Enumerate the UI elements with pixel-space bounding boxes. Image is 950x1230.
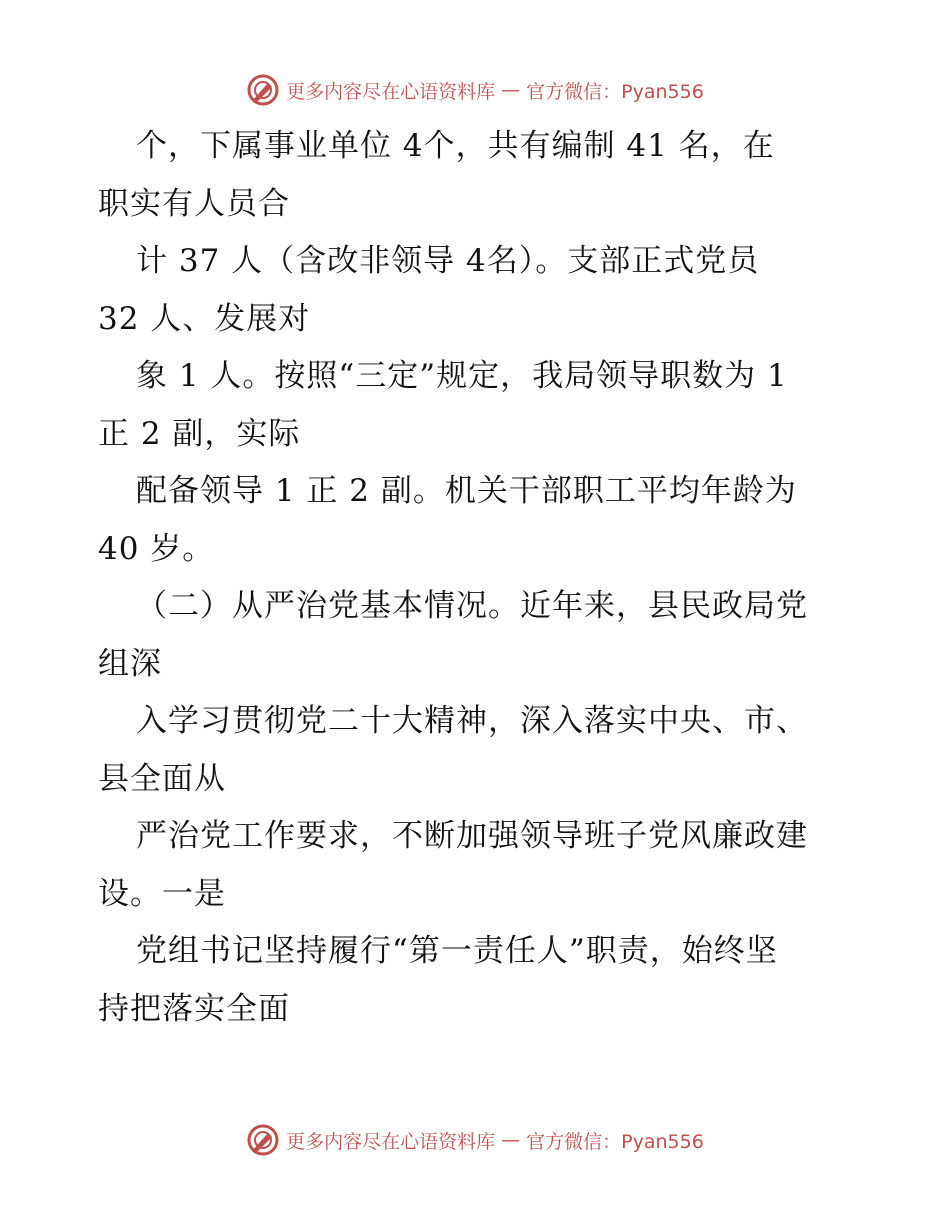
paragraph-line: 设。一是	[98, 875, 226, 912]
paragraph	[98, 233, 858, 348]
paragraph-line: 持把落实全面	[98, 990, 290, 1027]
banner-text: 更多内容尽在心语资料库	[286, 1130, 496, 1153]
paragraph	[98, 348, 858, 463]
banner-wechat: 官方微信：Pyan556	[526, 80, 704, 103]
paragraph-line: 正 2 副，实际	[98, 415, 301, 452]
paragraph	[98, 118, 858, 233]
pen-circle-logo-icon	[246, 73, 280, 107]
paragraph-line: 计 37 人（含改非领导 4名）。支部正式党员	[136, 243, 760, 279]
paragraph-line: 配备领导 1 正 2 副。机关干部职工平均年龄为	[136, 473, 797, 509]
paragraph	[98, 923, 858, 1038]
banner-separator: —	[501, 79, 521, 101]
header-watermark-banner	[0, 70, 950, 110]
paragraph-line: 县全面从	[98, 760, 226, 797]
pen-circle-logo-icon	[246, 1123, 280, 1157]
footer-watermark-banner	[0, 1120, 950, 1160]
paragraph-line: 个，下属事业单位 4个，共有编制 41 名，在	[136, 128, 775, 164]
paragraph-line: 40 岁。	[98, 530, 215, 567]
paragraph	[98, 693, 858, 808]
banner-text: 更多内容尽在心语资料库	[286, 80, 496, 103]
document-body	[98, 118, 858, 1038]
paragraph-line: 入学习贯彻党二十大精神，深入落实中央、市、	[136, 703, 808, 739]
paragraph-line: 组深	[98, 645, 162, 682]
paragraph-line: 象 1 人。按照“三定”规定，我局领导职数为 1	[136, 358, 788, 394]
paragraph-line: 党组书记坚持履行“第一责任人”职责，始终坚	[136, 933, 778, 969]
paragraph	[98, 808, 858, 923]
paragraph	[98, 463, 858, 578]
paragraph-line: 职实有人员合	[98, 185, 290, 222]
paragraph-line: 32 人、发展对	[98, 300, 311, 337]
banner-wechat: 官方微信：Pyan556	[526, 1130, 704, 1153]
paragraph-line: 严治党工作要求，不断加强领导班子党风廉政建	[136, 818, 808, 854]
paragraph-line: （二）从严治党基本情况。近年来，县民政局党	[136, 588, 808, 624]
banner-separator: —	[501, 1129, 521, 1151]
paragraph	[98, 578, 858, 693]
